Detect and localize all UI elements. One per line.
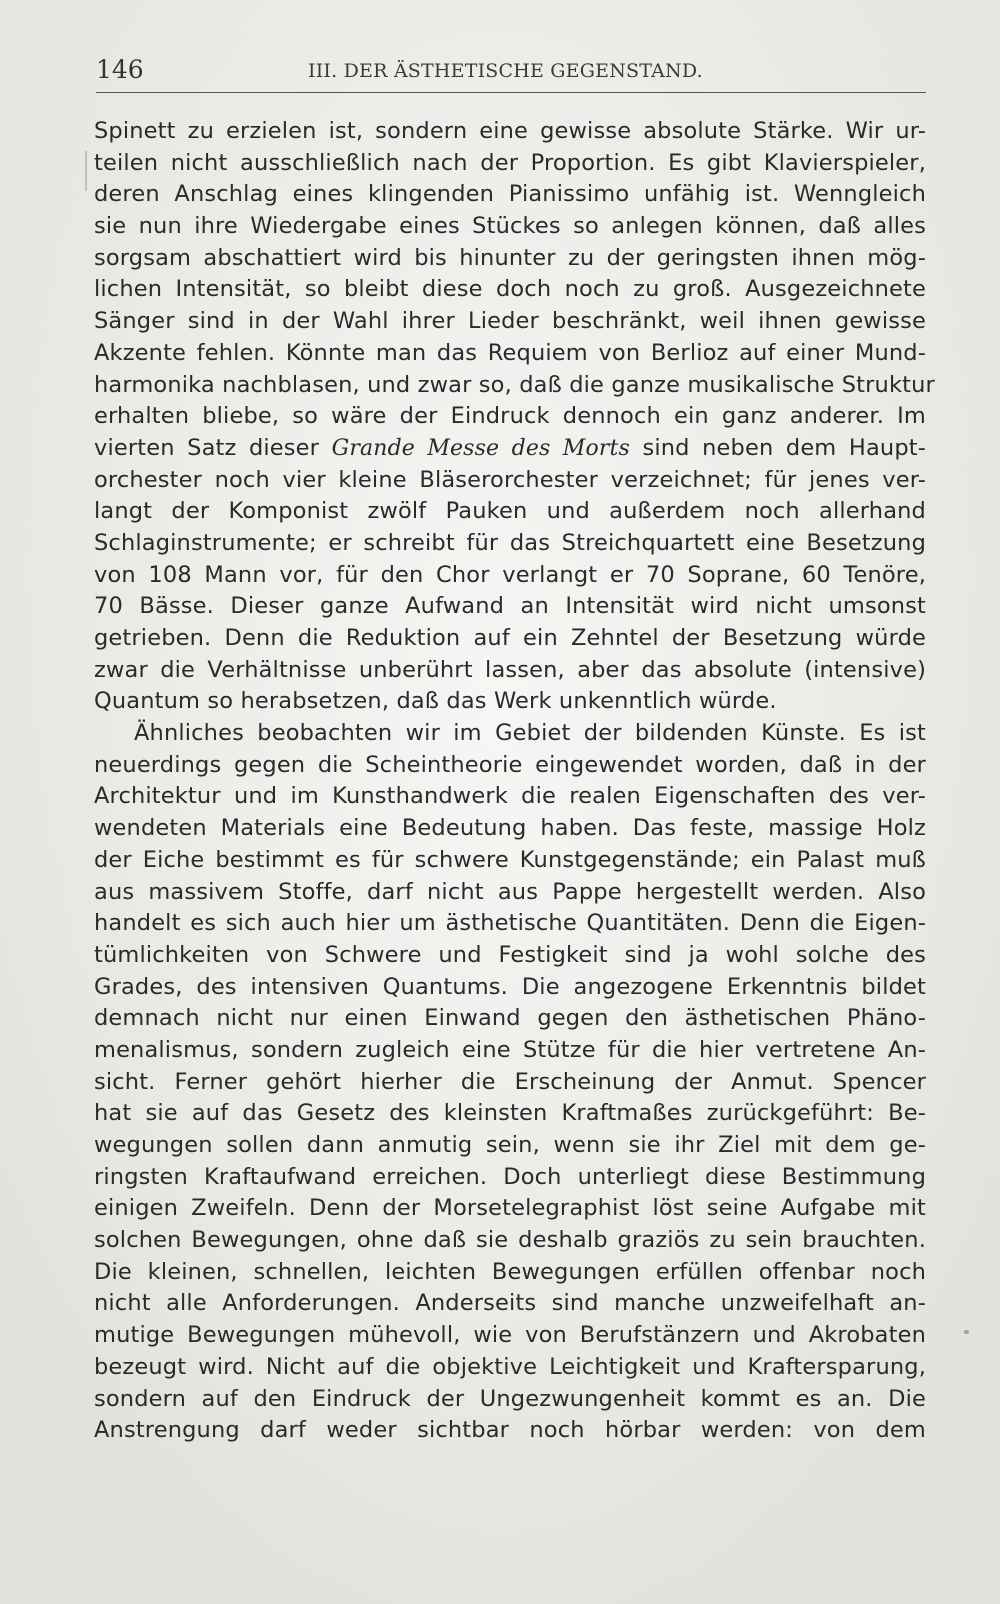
page-header: [96, 56, 926, 93]
page-number: 146: [96, 55, 144, 84]
text-segment: vierten Satz dieser: [94, 434, 332, 461]
text-line: handelt es sich auch hier um ästhetische Quantitäten. Denn die Eigen-: [94, 910, 926, 937]
text-line: sie nun ihre Wiedergabe eines Stückes so anlegen können, daß alles: [94, 213, 926, 240]
text-line: 70 Bässe. Dieser ganze Aufwand an Intensität wird nicht umsonst: [94, 593, 926, 620]
text-line: solchen Bewegungen, ohne daß sie deshalb graziös zu sein brauchten.: [94, 1227, 926, 1254]
text-line: Anstrengung darf weder sichtbar noch hörbar werden: von dem: [94, 1417, 926, 1444]
text-line: zwar die Verhältnisse unberührt lassen, aber das absolute (intensive): [94, 656, 926, 683]
text-line: langt der Komponist zwölf Pauken und außerdem noch allerhand: [94, 498, 926, 525]
text-line: wegungen sollen dann anmutig sein, wenn sie ihr Ziel mit dem ge-: [94, 1132, 926, 1158]
text-line: harmonika nachblasen, und zwar so, daß die ganze musikalische Struktur: [94, 371, 935, 398]
text-line: sorgsam abschattiert wird bis hinunter zu der geringsten ihnen mög-: [94, 244, 926, 271]
text-line: deren Anschlag eines klingenden Pianissimo unfähig ist. Wenngleich: [94, 181, 926, 208]
text-line: aus massivem Stoffe, darf nicht aus Pappe hergestellt werden. Also: [94, 878, 926, 905]
text-line: getrieben. Denn die Reduktion auf ein Zehntel der Besetzung würde: [94, 625, 926, 651]
text-segment: sind neben dem Haupt-: [629, 434, 926, 461]
work-title: Grande Messe des Morts: [331, 435, 630, 461]
text-line: lichen Intensität, so bleibt diese doch noch zu groß. Ausgezeichnete: [94, 276, 926, 303]
text-line: teilen nicht ausschließlich nach der Proportion. Es gibt Klavierspieler,: [94, 149, 926, 176]
text-line: Quantum so herabsetzen, daß das Werk unkenntlich würde.: [94, 688, 777, 715]
text-line: Schlaginstrumente; er schreibt für das Streichquartett eine Besetzung: [94, 529, 926, 556]
text-line: von 108 Mann vor, für den Chor verlangt er 70 Soprane, 60 Tenöre,: [94, 561, 926, 588]
body-text: [94, 116, 935, 1447]
margin-mark: [85, 151, 87, 191]
running-head: III. DER ÄSTHETISCHE GEGENSTAND.: [308, 60, 703, 82]
text-line: Architektur und im Kunsthandwerk die realen Eigenschaften des ver-: [94, 783, 926, 810]
text-line: wendeten Materials eine Bedeutung haben. Das feste, massige Holz: [94, 815, 926, 842]
text-line: bezeugt wird. Nicht auf die objektive Leichtigkeit und Kraftersparung,: [94, 1353, 926, 1380]
page-speck: [964, 1330, 969, 1334]
text-line: Grades, des intensiven Quantums. Die angezogene Erkenntnis bildet: [94, 973, 926, 1000]
text-line: sondern auf den Eindruck der Ungezwungenheit kommt es an. Die: [94, 1385, 926, 1412]
text-line: sicht. Ferner gehört hierher die Erscheinung der Anmut. Spencer: [94, 1068, 926, 1095]
text-line: ringsten Kraftaufwand erreichen. Doch unterliegt diese Bestimmung: [94, 1163, 926, 1190]
text-line: Akzente fehlen. Könnte man das Requiem von Berlioz auf einer Mund-: [94, 339, 926, 366]
text-line: neuerdings gegen die Scheintheorie eingewendet worden, daß in der: [94, 751, 926, 778]
text-line: nicht alle Anforderungen. Anderseits sind manche unzweifelhaft an-: [94, 1290, 926, 1317]
text-line: Sänger sind in der Wahl ihrer Lieder beschränkt, weil ihnen gewisse: [94, 308, 926, 335]
text-line: demnach nicht nur einen Einwand gegen den ästhetischen Phäno-: [94, 1005, 926, 1032]
text-line: Die kleinen, schnellen, leichten Bewegungen erfüllen offenbar noch: [94, 1258, 926, 1285]
text-line: menalismus, sondern zugleich eine Stütze für die hier vertretene An-: [94, 1036, 926, 1063]
paragraph-start-line: Ähnliches beobachten wir im Gebiet der bildenden Künste. Es ist: [134, 720, 926, 747]
text-line: der Eiche bestimmt es für schwere Kunstgegenstände; ein Palast muß: [94, 846, 926, 873]
text-line: hat sie auf das Gesetz des kleinsten Kraftmaßes zurückgeführt: Be-: [94, 1100, 926, 1127]
text-line: orchester noch vier kleine Bläserorchester verzeichnet; für jenes ver-: [94, 466, 926, 493]
text-line: erhalten bliebe, so wäre der Eindruck dennoch ein ganz anderer. Im: [94, 403, 926, 430]
text-line: einigen Zweifeln. Denn der Morsetelegraphist löst seine Aufgabe mit: [94, 1195, 926, 1222]
text-line: mutige Bewegungen mühevoll, wie von Berufstänzern und Akrobaten: [94, 1322, 926, 1349]
text-line: Spinett zu erzielen ist, sondern eine gewisse absolute Stärke. Wir ur-: [94, 118, 926, 144]
text-line-with-title: [94, 433, 926, 465]
text-line: tümlichkeiten von Schwere und Festigkeit sind ja wohl solche des: [94, 941, 926, 968]
